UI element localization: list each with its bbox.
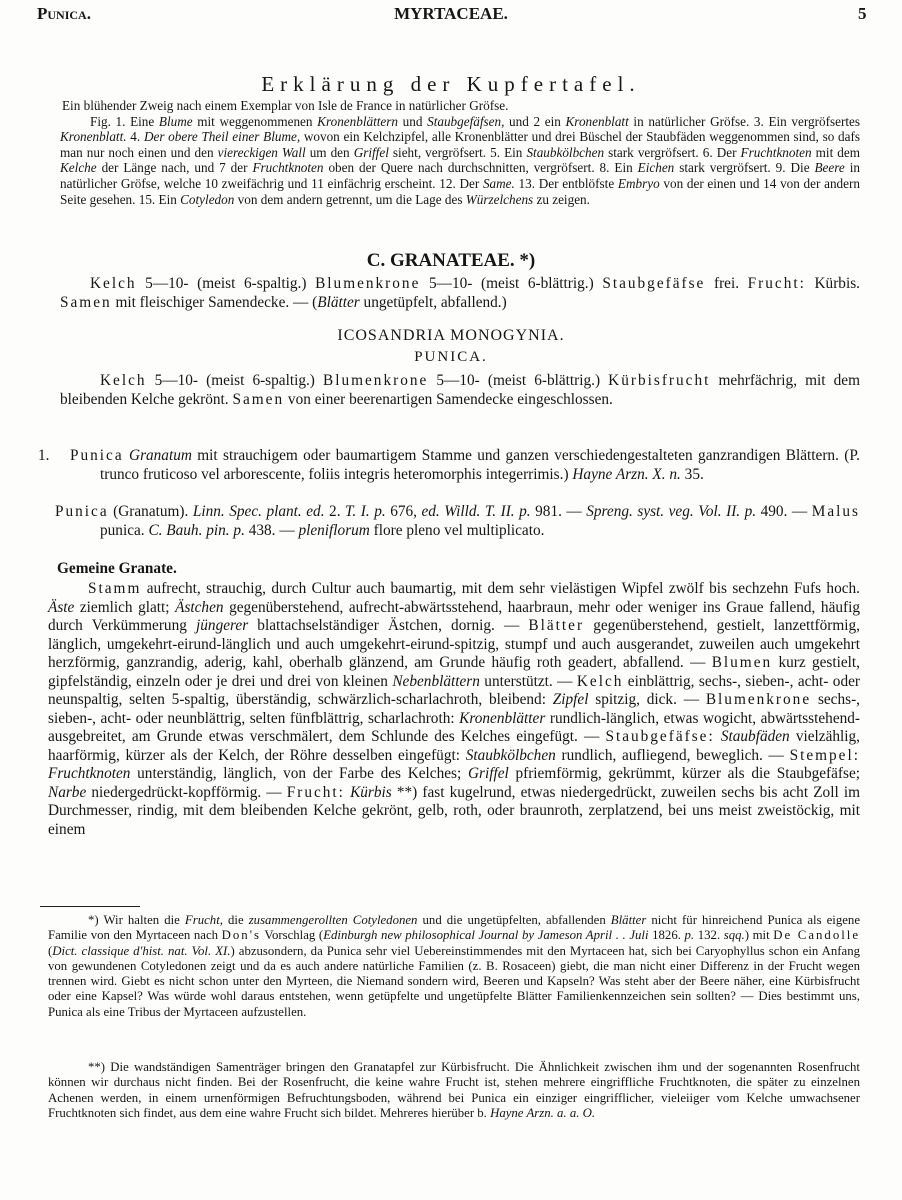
text-run: 132. [694, 928, 724, 943]
italic-term: Spreng. syst. veg. Vol. II. p. [586, 503, 757, 520]
spaced-term: Blumenkrone [315, 275, 421, 292]
spaced-term: Punica [70, 447, 124, 464]
text-run: Vorschlag ( [261, 928, 324, 943]
text-run: 5—10- (meist 6-blättrig.) [428, 372, 609, 389]
text-run: 5—10- (meist 6-spaltig.) [146, 372, 324, 389]
italic-term: Staubkölbchen [526, 144, 605, 160]
italic-term: Granatum [129, 447, 192, 464]
spaced-term: Samen [232, 390, 285, 408]
spaced-term: Kürbisfrucht [608, 372, 711, 389]
species-synonyms [55, 503, 860, 540]
spaced-term: Punica [55, 503, 109, 520]
italic-term: Staubfäden [720, 728, 790, 745]
text-run: und [398, 113, 428, 129]
text-run: **) fast kugelrund, etwas niedergedrückt, zuweilen sechs bis acht Zoll im Durchmesser, rindig, mit dem bleibenden Kelche gekrönt, gelb, roth, oder braunroth, zerplatzend, bei uns meist zweistöckig, mit einem [48, 783, 860, 838]
italic-term: Fruchtknoten [252, 160, 324, 176]
species-description [48, 580, 860, 839]
text-run: ) abzusondern, da Punica sehr viel Uebereinstimmendes mit den Myrtaceen hat, sich bei Caryophyllus schon ein Anfang von gewundenen Cotyledonen zeigt und da es auch andere natürliche Familien (z. B. Rosaceen) giebt, die man nicht einer Differenz in der Frucht wegen trennen wird. Giebt es nicht schon unter den Myrteen, die Niemand sondern wird, Beeren und Kapseln? Was steht aber der Beere näher, eine Kürbisfrucht oder eine Kapsel? Was würde wohl daraus entstehen, wenn getüpfelte und ungetüpfelte Blätter Familienkennzeichen sein sollten? — Dies bestimmt uns, Punica als eine Tribus der Myrtaceen aufzustellen. [48, 943, 861, 1019]
text-run: 981. — [530, 503, 587, 520]
italic-term: Edinburgh new philosophical Journal by Jameson April . . Juli [323, 928, 649, 943]
spaced-term: Don's [221, 928, 261, 943]
footnote-2 [48, 1060, 860, 1121]
text-run: unterstützt. — [479, 672, 577, 690]
spaced-term: Kelch [100, 372, 147, 389]
italic-term: Blätter [610, 913, 647, 927]
spaced-term: Malus [811, 503, 860, 520]
italic-term: pleniflorum [298, 521, 370, 539]
text-run: spitzig, dick. — [588, 691, 706, 708]
text-run: 438. — [244, 521, 299, 539]
italic-term: Würzelchens [465, 191, 534, 207]
italic-term: Staubkölbchen [465, 746, 556, 764]
text-run: die [222, 913, 249, 927]
text-run: in natürlicher Gröfse, welche 10 zweifächrig und 11 einfächrig erscheint. 12. Der [60, 160, 860, 191]
plate-paragraph [60, 98, 860, 114]
text-run: ( [48, 943, 53, 958]
text-run: 676, [385, 503, 422, 520]
italic-term: Kronenblatt. [60, 129, 127, 145]
text-run: von der einen und 14 von der andern Seite gesehen. 15. Ein [60, 175, 860, 207]
spaced-term: Kelch [576, 672, 624, 690]
family-heading: C. GRANATEAE. *) [366, 250, 536, 271]
running-head-family: MYRTACEAE. [394, 4, 508, 23]
italic-term: Blume [158, 113, 193, 129]
italic-term: jüngerer [196, 617, 249, 634]
italic-term: Nebenblättern [392, 672, 480, 690]
text-run: ) mit [744, 928, 774, 943]
text-run: (Granatum). [108, 503, 193, 520]
italic-term: Hayne Arzn. a. a. O. [490, 1105, 596, 1120]
text-run: ziemlich glatt; [74, 598, 176, 616]
common-name-heading: Gemeine Granate. [57, 560, 177, 577]
text-run: 13. Der entblöfste [514, 175, 618, 191]
text-run: mit fleischiger Samendecke. — ( [111, 293, 318, 311]
text-run: flore pleno vel multiplicato. [369, 521, 545, 539]
italic-term: Kronenblätter [459, 709, 546, 727]
text-run: einblättrig, sechs-, sieben-, acht- oder neunspaltig, selten 5-spaltig, überständig, schwärzlich-scharlachroth, bleibend: [48, 672, 860, 708]
text-run: Ein blühender Zweig nach einem Exemplar von Isle de France in natürlicher Gröfse. [62, 98, 509, 113]
spaced-term: Blumen [711, 654, 773, 671]
text-run: *) Wir halten die [88, 913, 185, 927]
spaced-term: Staubgefäfse: [605, 728, 715, 745]
text-run: 5—10- (meist 6-spaltig.) [136, 275, 316, 292]
italic-term: Hayne Arzn. X. n. [572, 465, 681, 483]
text-run: 2. [324, 503, 346, 520]
italic-term: Der obere Theil einer Blume, [143, 129, 301, 145]
italic-term: Frucht, [184, 913, 223, 927]
text-run: rundlich, aufliegend, beweglich. — [555, 746, 790, 764]
italic-term: Kronenblättern [317, 113, 399, 129]
text-run: sechs-, sieben-, acht- oder neunblättrig, selten fünfblättrig, scharlachroth: [48, 691, 860, 727]
text-run: von einer beerenartigen Samendecke eingeschlossen. [284, 390, 613, 408]
text-run: Kürbis. [805, 275, 860, 292]
text-run: pfriemförmig, gekrümmt, kürzer als die Staubgefäfse; [508, 765, 860, 782]
footnote-divider [40, 906, 140, 907]
text-run: wovon ein Kelchzipfel, alle Kronenblätter und drei Büschel der Staubfäden weggenommen sind, so dafs man nur noch einen und den [60, 129, 860, 160]
text-run: stark vergröfsert. 9. Die [674, 160, 815, 176]
italic-term: Cotyledon [180, 191, 235, 207]
text-run: kurz gestielt, gipfelständig, einzeln oder je drei und drei von kleinen [48, 654, 860, 690]
italic-term: Kronenblatt [565, 113, 629, 129]
footnote-1 [48, 913, 860, 1020]
text-run: in natürlicher Gröfse. 3. Ein vergröfsertes [628, 113, 861, 129]
spaced-term: Samen [60, 293, 112, 311]
text-run: 1826. [648, 928, 685, 943]
italic-term: Dict. classique d'hist. nat. Vol. XI. [52, 943, 231, 958]
family-description [60, 275, 860, 312]
plate-explanation-title: Erklärung der Kupfertafel. [261, 72, 641, 96]
class-heading: ICOSANDRIA MONOGYNIA. [337, 327, 565, 344]
spaced-term: Stamm [88, 580, 142, 597]
italic-term: Beere [814, 160, 845, 176]
italic-term: sqq. [723, 928, 745, 943]
text-run: mit dem [811, 144, 860, 160]
text-run: vielzählig, haarförmig, kürzer als der Kelch, der Röhre desselben eingefügt: [48, 728, 860, 764]
italic-term: T. I. p. [345, 503, 386, 520]
italic-term: Staubgefäfsen, [427, 113, 505, 129]
italic-term: Griffel [353, 144, 389, 160]
spaced-term: Frucht: [747, 275, 806, 292]
text-run: gegenüberstehend, gestielt, lanzettförmig, länglich, umgekehrt-eirund-länglich und auch umgekehrt-eirund-spitzig, stumpf und auch ausgerandet, zuweilen auch umgekehrt herzförmig, ganzrandig, aderig, kahl, oberhalb glänzend, am Grunde häufig roth geadert, abfallend. — [48, 617, 861, 671]
text-run: stark vergröfsert. 6. Der [604, 144, 741, 160]
italic-term: Ästchen [175, 598, 224, 616]
text-run: rundlich-länglich, etwas wogicht, abwärtsstehend-ausgebreitet, am Grunde etwas verschmälert, dem Schlunde des Kelches eingefügt. — [48, 709, 860, 745]
italic-term: zusammengerollten Cotyledonen [248, 913, 418, 927]
italic-term: Zipfel [552, 691, 589, 708]
italic-term: Same. [482, 175, 515, 191]
italic-term: Eichen [637, 160, 675, 176]
text-run: **) Die wandständigen Samenträger bringen den Granatapfel zur Kürbisfrucht. Die Ähnlichkeit zwischen ihm und der sogenannten Rosenfrucht können wir durchaus nicht finden. Bei der Rosenfrucht, die keine wahre Frucht ist, stehen mehrere eingriffliche Fruchtknoten, die später zu einzelnen Achenen werden, in einem urnenförmigen Befruchtungsboden, während bei Punica ein einziger eingrifflicher, vieleiiger vom Kelche umwachsener Fruchtknoten sich findet, aus dem eine wahre Frucht sich bildet. Mehreres hierüber b. [48, 1060, 860, 1120]
italic-term: p. [684, 928, 695, 943]
italic-term: Kelche [60, 160, 97, 176]
italic-term: C. Bauh. pin. p. [148, 521, 245, 539]
spaced-term: Frucht: [286, 783, 345, 801]
text-run: nicht für hinreichend Punica als eigene Familie von den Myrtaceen nach [48, 913, 860, 943]
italic-term: Blätter [317, 293, 360, 311]
species-diagnosis [70, 447, 860, 484]
italic-term: Kürbis [350, 783, 392, 801]
italic-term: Fruchtknoten [48, 765, 131, 782]
spaced-term: Blumenkrone [705, 691, 812, 708]
text-run: 5—10- (meist 6-blättrig.) [420, 275, 603, 292]
text-run: von dem andern getrennt, um die Lage des [234, 191, 466, 207]
text-run: 4. [126, 129, 144, 145]
genus-heading: PUNICA. [414, 349, 488, 365]
text-run: 35. [680, 465, 704, 483]
genus-description [60, 372, 860, 409]
text-run: mit strauchigem oder baumartigem Stamme und ganzen verschiedengestalteten ganzrandigen Blättern. (P. trunco fruticoso vel arborescente, foliis integris heteromorphis integerrimis.) [100, 447, 860, 483]
text-run: punica. [100, 521, 149, 539]
italic-term: ed. Willd. T. II. p. [421, 503, 531, 520]
spaced-term: Stempel: [789, 746, 860, 764]
italic-term: Embryo [617, 175, 660, 191]
text-run: zu zeigen. [533, 191, 590, 207]
spaced-term: Blätter [528, 617, 585, 634]
italic-term: Äste [48, 598, 75, 616]
spaced-term: Staubgefäfse [602, 275, 706, 292]
text-run: um den [305, 144, 354, 160]
text-run: aufrecht, strauchig, durch Cultur auch baumartig, mit dem sehr vielästigen Wipfel zwölf bis sechzehn Fufs hoch. [141, 580, 860, 597]
text-run: niedergedrückt-kopfförmig. — [86, 783, 287, 801]
text-run: Fig. 1. Eine [90, 113, 159, 129]
italic-term: viereckigen Wall [217, 144, 306, 160]
italic-term: Griffel [467, 765, 509, 782]
text-run: und 2 ein [504, 113, 566, 129]
italic-term: Linn. Spec. plant. ed. [192, 503, 325, 520]
text-run: blattachselständiger Ästchen, dornig. — [248, 617, 529, 634]
text-run: 490. — [756, 503, 812, 520]
text-run: frei. [705, 275, 748, 292]
plate-explanation [60, 98, 860, 207]
text-run: der Länge nach, und 7 der [96, 160, 253, 176]
text-run: mehrfächrig, mit dem bleibenden Kelche gekrönt. [60, 372, 860, 408]
spaced-term: De Candolle [773, 928, 861, 943]
text-run: und die ungetüpfelten, abfallenden [417, 913, 611, 927]
text-run: unterständig, länglich, von der Farbe des Kelches; [130, 765, 468, 782]
italic-term: Narbe [48, 783, 87, 801]
text-run: sieht, vergröfsert. 5. Ein [388, 144, 527, 160]
running-head-genus: Punica. [37, 4, 91, 23]
italic-term: Fruchtknoten [740, 144, 812, 160]
text-run: mit weggenommenen [192, 113, 318, 129]
page-number: 5 [858, 4, 867, 23]
plate-paragraph [60, 114, 860, 208]
spaced-term: Kelch [90, 275, 137, 292]
text-run: ungetüpfelt, abfallend.) [359, 293, 507, 311]
spaced-term: Blumenkrone [323, 372, 429, 389]
species-number: 1. [38, 447, 50, 464]
text-run: gegenüberstehend, aufrecht-abwärtsstehend, haarbraun, mehr oder weniger ins Graue fallend, häufig durch Verkümmerung [48, 598, 861, 634]
text-run: oben der Quere nach durchschnitten, vergröfsert. 8. Ein [323, 160, 638, 176]
